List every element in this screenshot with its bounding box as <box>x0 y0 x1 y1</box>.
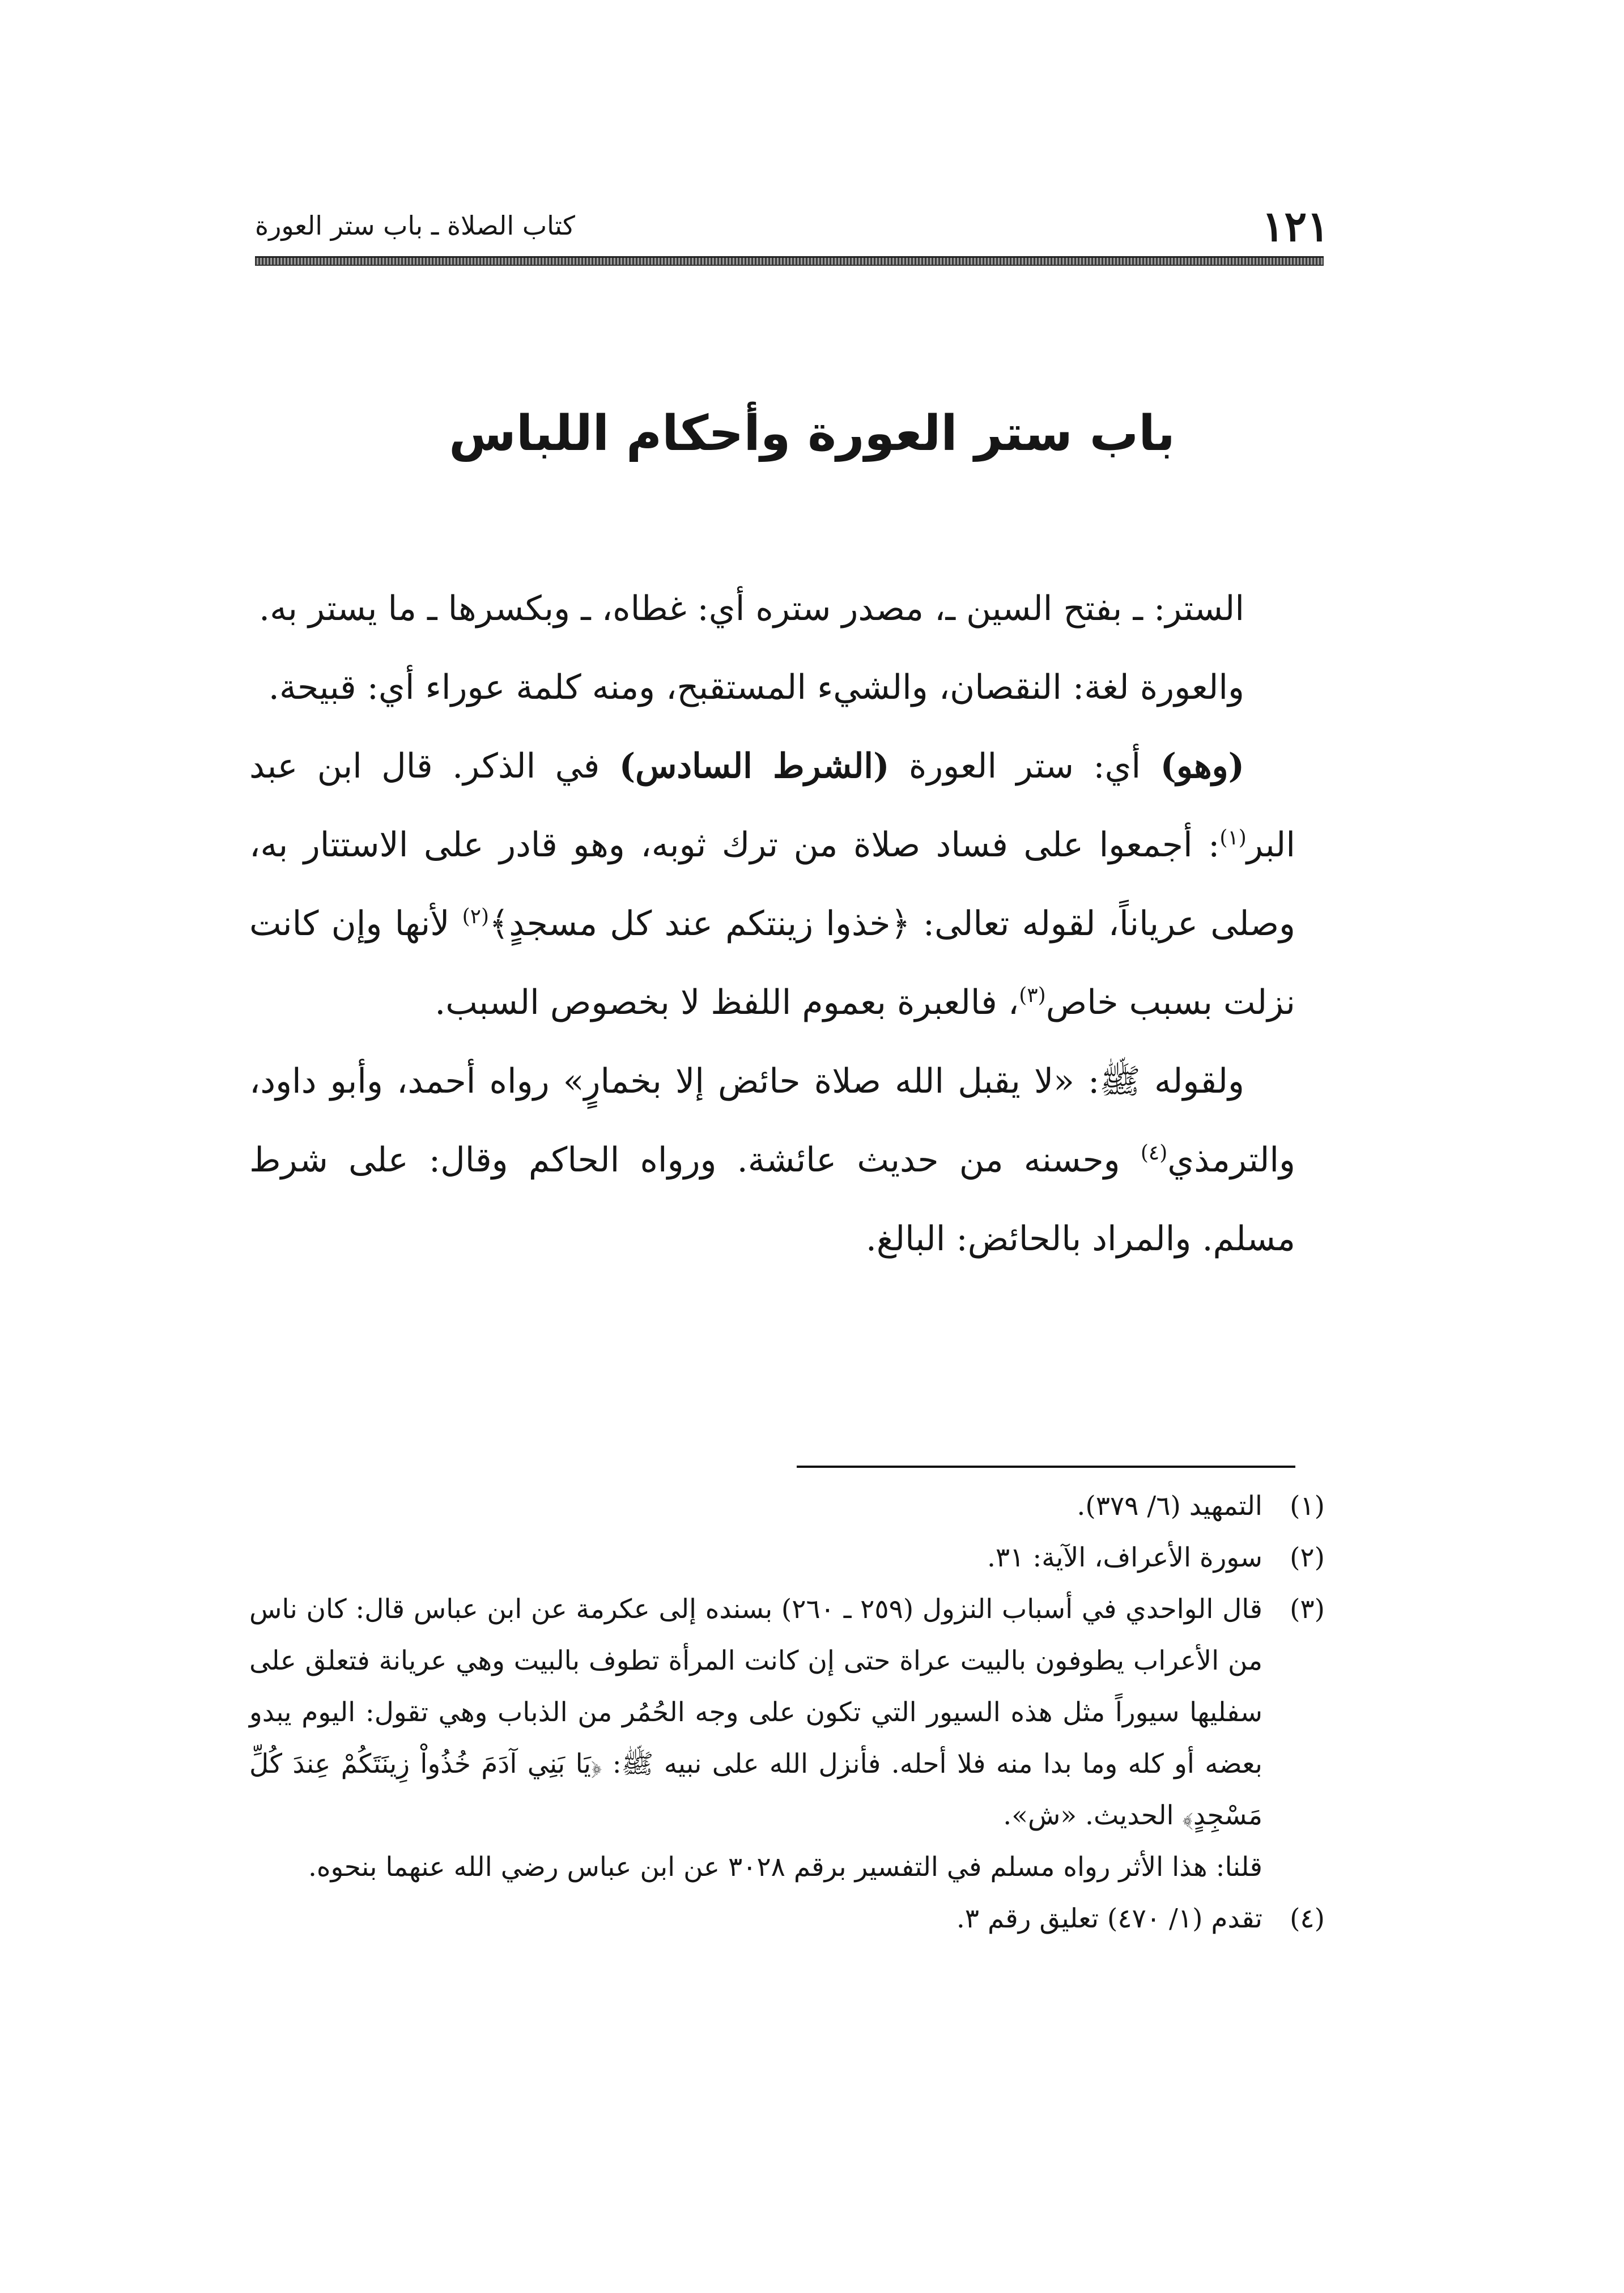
text-segment: ، فالعبرة بعموم اللفظ لا بخصوص السبب. <box>435 983 1019 1022</box>
footnote-ref-2[interactable]: (٢) <box>462 905 490 928</box>
footnote-ref-1[interactable]: (١) <box>1219 826 1247 850</box>
header-rule <box>255 256 1324 266</box>
text-segment: أي: ستر العورة <box>889 746 1160 786</box>
text-segment: لأنها وإن كانت نزلت بسبب خاص <box>249 904 1295 1022</box>
text-segment: : أجمعوا على فساد صلاة من ترك ثوبه، وهو قادر على الاستتار به، وصلى عرياناً، لقوله تعالى: ﴿خذوا زينتكم عند كل مسجدٍ﴾ <box>249 825 1295 944</box>
paragraph-hadith <box>249 1042 1295 1279</box>
footnote-number <box>1262 1841 1325 1893</box>
footnote-text: التمهيد (٦/ ٣٧٩). <box>1077 1491 1262 1522</box>
footnote-continuation <box>249 1841 1325 1893</box>
footnote-separator <box>797 1466 1295 1468</box>
footnotes <box>249 1480 1325 1944</box>
text-segment: في الذكر. قال ابن عبد البر <box>249 746 1295 865</box>
footnote-ref-3[interactable]: (٣) <box>1019 984 1046 1007</box>
paragraph-definition-awrah: والعورة لغة: النقصان، والشيء المستقبح، ومنه كلمة عوراء أي: قبيحة. <box>268 668 1244 707</box>
footnote-number: (٣) <box>1290 1594 1325 1625</box>
running-header <box>255 204 1329 249</box>
footnote-text: قلنا: هذا الأثر رواه مسلم في التفسير برقم ٣٠٢٨ عن ابن عباس رضي الله عنهما بنحوه. <box>308 1852 1262 1883</box>
footnote-text: تقدم (١/ ٤٧٠) تعليق رقم ٣. <box>956 1903 1262 1934</box>
text-segment: ولقوله ﷺ: «لا يقبل الله صلاة حائض إلا بخمارٍ» رواه أحمد، وأبو داود، والترمذي <box>249 1061 1295 1180</box>
footnote-number: (٤) <box>1290 1903 1325 1934</box>
footnote-text: قال الواحدي في أسباب النزول (٢٥٩ ـ ٢٦٠) بسنده إلى عكرمة عن ابن عباس قال: كان ناس من الأعراب يطوفون بالبيت عراة حتى إن كانت المرأة تطوف بالبيت وهي عريانة فتعلق على سفليها سيوراً مثل هذه السيور التي تكون على وجه الحُمُر من الذباب وهي تقول: اليوم يبدو بعضه أو كله وما بدا منه فلا أحله. فأنزل الله على نبيه ﷺ: ﴿يَا بَنِي آدَمَ خُذُواْ زِينَتَكُمْ عِندَ كُلِّ مَسْجِدٍ﴾ الحديث. «ش». <box>249 1594 1263 1831</box>
footnote-number: (١) <box>1290 1491 1325 1522</box>
matn-sixth-condition: (الشرط السادس) <box>619 746 890 786</box>
paragraph-definition-sitr: الستر: ـ بفتح السين ـ، مصدر ستره أي: غطاه، ـ وبكسرها ـ ما يستر به. <box>259 589 1244 629</box>
paragraph-sixth-condition <box>249 727 1295 1042</box>
chapter-title: باب ستر العورة وأحكام اللباس <box>449 405 1175 462</box>
footnote <box>249 1532 1325 1583</box>
footnote-text: سورة الأعراف، الآية: ٣١. <box>987 1542 1262 1573</box>
main-text <box>249 570 1295 1279</box>
footnote <box>249 1480 1325 1532</box>
footnote <box>249 1583 1325 1841</box>
matn-wahuwa: (وهو) <box>1160 746 1244 786</box>
footnote-ref-4[interactable]: (٤) <box>1140 1141 1168 1165</box>
footnote <box>249 1893 1325 1944</box>
footnote-number: (٢) <box>1290 1542 1325 1573</box>
text-segment: وحسنه من حديث عائشة. ورواه الحاكم وقال: على شرط مسلم. والمراد بالحائض: البالغ. <box>249 1140 1295 1259</box>
page-number: ١٢١ <box>1261 202 1329 251</box>
running-title: كتاب الصلاة ـ باب ستر العورة <box>255 210 575 241</box>
